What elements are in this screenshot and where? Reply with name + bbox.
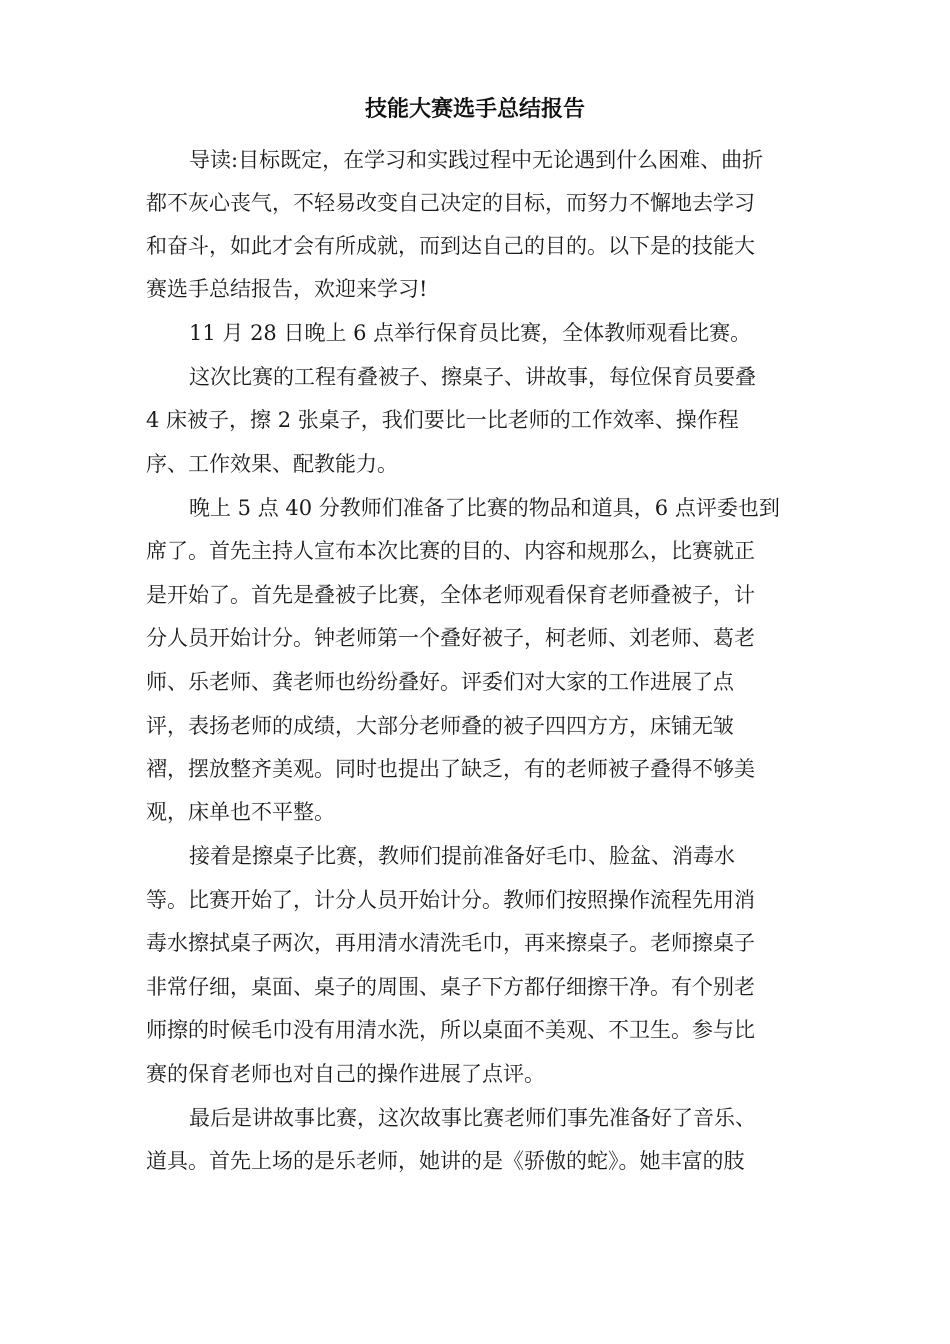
text-line: 非常仔细，桌面、桌子的周围、桌子下方都仔细擦干净。有个别老 <box>146 975 755 999</box>
text-line: 分人员开始计分。钟老师第一个叠好被子，柯老师、刘老师、葛老 <box>146 626 755 650</box>
text-line: 毒水擦拭桌子两次，再用清水清洗毛巾，再来擦桌子。老师擦桌子 <box>146 931 755 955</box>
text-line: 褶，摆放整齐美观。同时也提出了缺乏，有的老师被子叠得不够美 <box>146 757 755 781</box>
text-line: 席了。首先主持人宣布本次比赛的目的、内容和规那么，比赛就正 <box>146 539 755 563</box>
text-line: 最后是讲故事比赛，这次故事比赛老师们事先准备好了音乐、 <box>189 1106 756 1130</box>
text-line: 评，表扬老师的成绩，大部分老师叠的被子四四方方，床铺无皱 <box>146 714 734 738</box>
text-line: 导读:目标既定，在学习和实践过程中无论遇到什么困难、曲折 <box>189 148 764 172</box>
text-line: 师擦的时候毛巾没有用清水洗，所以桌面不美观、不卫生。参与比 <box>146 1018 755 1042</box>
text-line: 4 床被子，擦 2 张桌子，我们要比一比老师的工作效率、操作程 <box>146 408 739 432</box>
text-line: 和奋斗，如此才会有所成就，而到达自己的目的。以下是的技能大 <box>146 234 755 258</box>
text-line: 都不灰心丧气，不轻易改变自己决定的目标，而努力不懈地去学习 <box>146 191 755 215</box>
text-line: 师、乐老师、龚老师也纷纷叠好。评委们对大家的工作进展了点 <box>146 670 734 694</box>
text-line: 接着是擦桌子比赛，教师们提前准备好毛巾、脸盆、消毒水 <box>189 844 735 868</box>
text-line: 赛的保育老师也对自己的操作进展了点评。 <box>146 1062 545 1086</box>
text-line: 道具。首先上场的是乐老师，她讲的是《骄傲的蛇》。她丰富的肢 <box>146 1149 745 1173</box>
text-line: 等。比赛开始了，计分人员开始计分。教师们按照操作流程先用消 <box>146 888 755 912</box>
text-line: 是开始了。首先是叠被子比赛，全体老师观看保育老师叠被子，计 <box>146 583 755 607</box>
text-line: 赛选手总结报告，欢迎来学习! <box>146 277 428 301</box>
text-line: 序、工作效果、配教能力。 <box>146 452 398 476</box>
text-line: 这次比赛的工程有叠被子、擦桌子、讲故事，每位保育员要叠 <box>189 365 756 389</box>
document-title: 技能大赛选手总结报告 <box>364 97 585 122</box>
text-line: 11 月 28 日晚上 6 点举行保育员比赛，全体教师观看比赛。 <box>189 321 752 345</box>
text-line: 观，床单也不平整。 <box>146 800 335 824</box>
text-line: 晚上 5 点 40 分教师们准备了比赛的物品和道具，6 点评委也到 <box>189 496 780 520</box>
